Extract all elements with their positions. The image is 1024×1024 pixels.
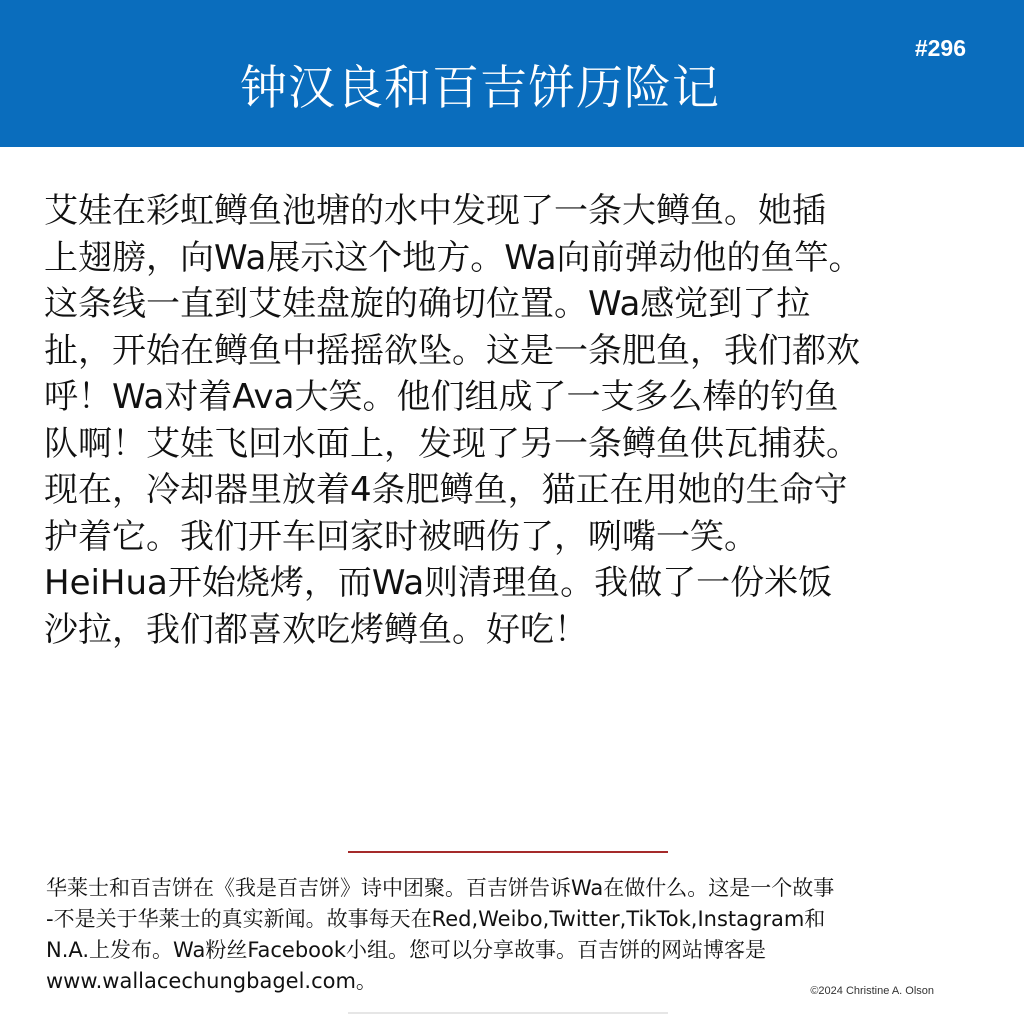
story-line: 上翅膀，向Wa展示这个地方。Wa向前弹动他的鱼竿。	[44, 237, 863, 278]
footer-note	[46, 873, 986, 997]
story-line: 呼！Wa对着Ava大笑。他们组成了一支多么棒的钓鱼	[44, 377, 839, 417]
footer-line: N.A.上发布。Wa粉丝Facebook小组。您可以分享故事。百吉饼的网站博客是	[46, 938, 767, 962]
story-line: 艾娃在彩虹鳟鱼池塘的水中发现了一条大鳟鱼。她插	[44, 191, 826, 231]
page-title: 钟汉良和百吉饼历险记	[240, 61, 720, 116]
story-line: 队啊！艾娃飞回水面上，发现了另一条鳟鱼供瓦捕获。	[44, 423, 860, 464]
story-text	[44, 188, 980, 653]
footer-line: www.wallacechungbagel.com。	[46, 969, 377, 993]
story-line: 现在，冷却器里放着4条肥鳟鱼，猫正在用她的生命守	[44, 470, 848, 510]
copyright-notice: ©2024 Christine A. Olson	[810, 985, 934, 997]
footer-line: -不是关于华莱士的真实新闻。故事每天在Red,Weibo,Twitter,TikTok,Instagram和	[46, 907, 826, 931]
footer-line: 华莱士和百吉饼在《我是百吉饼》诗中团聚。百吉饼告诉Wa在做什么。这是一个故事	[46, 876, 835, 900]
story-line: 扯，开始在鳟鱼中摇摇欲坠。这是一条肥鱼，我们都欢	[44, 330, 860, 371]
bottom-rule	[348, 1012, 668, 1014]
story-line: 护着它。我们开车回家时被晒伤了，咧嘴一笑。	[44, 516, 758, 557]
footer-divider	[348, 851, 668, 853]
title-banner	[0, 0, 1024, 147]
story-line: 沙拉，我们都喜欢吃烤鳟鱼。好吃！	[44, 609, 588, 650]
episode-number: #296	[914, 35, 966, 61]
story-line: HeiHua开始烧烤，而Wa则清理鱼。我做了一份米饭	[44, 563, 833, 603]
story-line: 这条线一直到艾娃盘旋的确切位置。Wa感觉到了拉	[44, 284, 811, 324]
